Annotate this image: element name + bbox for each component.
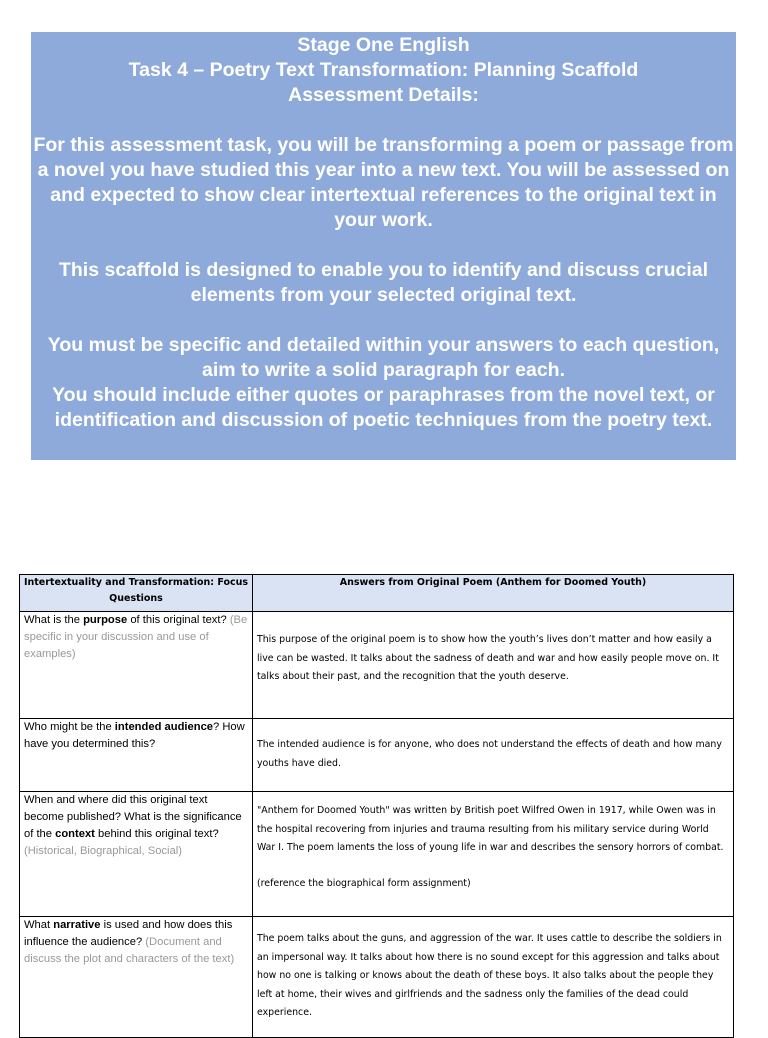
question-cell: What narrative is used and how does this influence the audience? (Document and discuss the plot and characters of the text) — [20, 917, 253, 1038]
question-keyword: intended audience — [114, 721, 214, 733]
quote-instructions: You should include either quotes or paraphrases from the novel text, or identification and discussion of poetic techniques from the poetry text. — [52, 384, 715, 431]
question-hint: (Be specific in your discussion and use of examples) — [24, 614, 248, 660]
question-hint: (Historical, Biographical, Social) — [24, 845, 182, 857]
question-keyword: narrative — [53, 919, 101, 931]
assessment-details-banner — [31, 32, 736, 460]
question-cell: What is the purpose of this original text? (Be specific in your discussion and use of examples) — [20, 612, 253, 719]
header-answers: Answers from Original Poem (Anthem for Doomed Youth) — [253, 575, 734, 612]
answer-cell[interactable] — [253, 792, 734, 917]
table-header-row — [20, 575, 734, 612]
question-cell: Who might be the intended audience? How have you determined this? — [20, 719, 253, 792]
question-keyword: context — [55, 828, 95, 840]
assessment-details-heading: Assessment Details: — [288, 84, 479, 106]
table-row — [20, 792, 734, 917]
answer-text: This purpose of the original poem is to show how the youth’s lives don’t matter and how easily a live can be wasted. It talks about the sadness of death and war and how easily people move on. It talks about their past, and the recognition that the youth deserve. — [257, 634, 719, 682]
answer-text: The intended audience is for anyone, who does not understand the effects of death and how many youths have died. — [257, 739, 722, 769]
course-title: Stage One English — [297, 34, 470, 56]
question-keyword: purpose — [83, 614, 128, 626]
question-cell: When and where did this original text become published? What is the significance of the context behind this original text? (Historical, Biographical, Social) — [20, 792, 253, 917]
answer-instructions: You must be specific and detailed within your answers to each question, aim to write a solid paragraph for each. — [47, 334, 720, 381]
question-hint: (Document and discuss the plot and characters of the text) — [24, 936, 235, 965]
answer-cell[interactable] — [253, 719, 734, 792]
answer-cell[interactable] — [253, 612, 734, 719]
focus-questions-table — [19, 574, 734, 1038]
answer-text: The poem talks about the guns, and aggression of the war. It uses cattle to describe the soldiers in an impersonal way. It talks about how there is no sound except for this aggression and talks about how no one is talking or knows about the death of these boys. It also talks about the people they left at home, their wives and girlfriends and the sadness only the families of the dead could experience. — [257, 933, 722, 1018]
answer-note: (reference the biographical form assignment) — [257, 877, 471, 889]
table-row — [20, 719, 734, 792]
task-title: Task 4 – Poetry Text Transformation: Planning Scaffold — [128, 59, 639, 81]
scaffold-purpose: This scaffold is designed to enable you to identify and discuss crucial elements from your selected original text. — [58, 259, 709, 306]
header-focus-questions: Intertextuality and Transformation: Focus Questions — [20, 575, 253, 612]
answer-cell[interactable] — [253, 917, 734, 1038]
table-row — [20, 917, 734, 1038]
table-row — [20, 612, 734, 719]
answer-text: "Anthem for Doomed Youth" was written by British poet Wilfred Owen in 1917, while Owen was in the hospital recovering from injuries and trauma resulting from his military service during World War I. The poem laments the loss of young life in war and describes the sensory horrors of combat. — [257, 805, 724, 853]
task-description: For this assessment task, you will be transforming a poem or passage from a novel you have studied this year into a new text. You will be assessed on and expected to show clear intertextual references to the original text in your work. — [33, 134, 734, 231]
